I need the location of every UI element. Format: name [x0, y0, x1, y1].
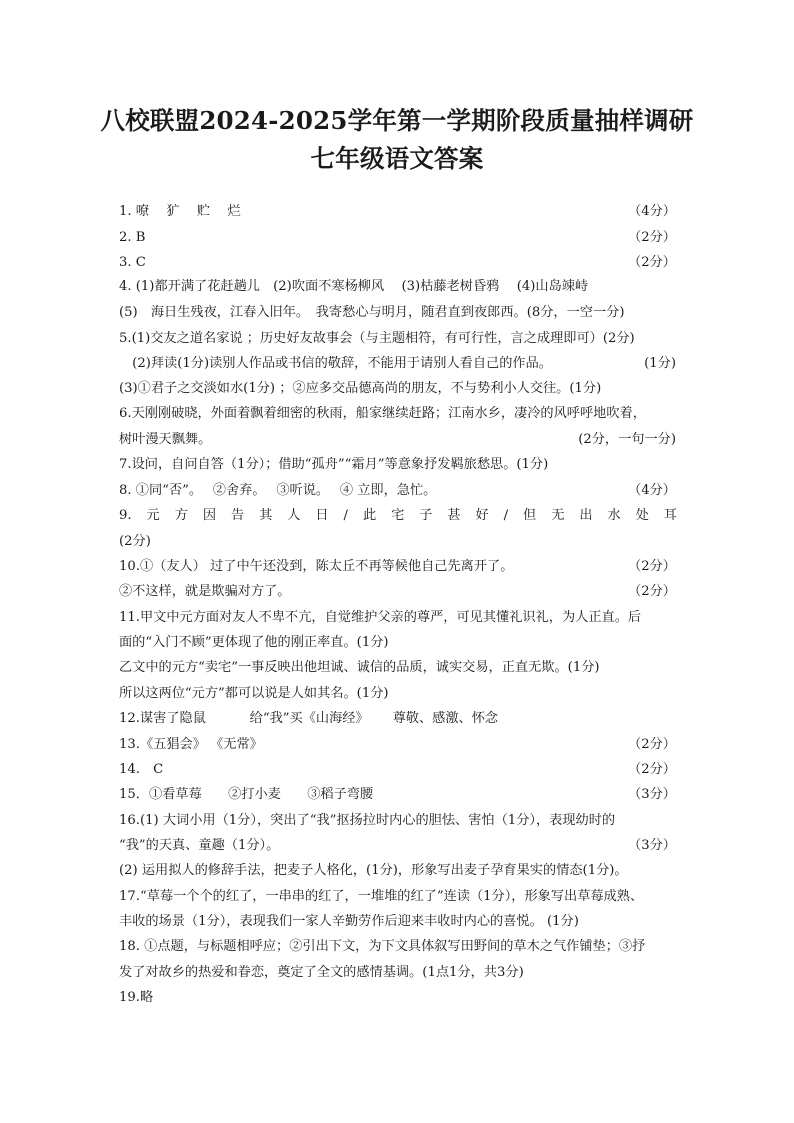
- answer-1: 1. 嘹 犷 贮 烂: [119, 204, 241, 219]
- answer-17-cont: 丰收的场景（1分），表现我们一家人辛勤劳作后迎来丰收时内心的喜悦。 (1分): [119, 914, 579, 929]
- char: 出: [579, 508, 593, 523]
- answer-3: 3. C: [119, 255, 146, 270]
- char: 宅: [391, 508, 405, 523]
- char: 告: [230, 508, 245, 523]
- score-10-1: （2分）: [628, 559, 676, 574]
- score-9: (2分): [119, 534, 151, 549]
- page-subtitle: 七年级语文答案: [310, 144, 484, 173]
- answer-4-cont: (5) 海日生残夜，江春入旧年。 我寄愁心与明月，随君直到夜郎西。(8分，一空一分): [119, 305, 625, 320]
- answer-11-2: 乙文中的元方“卖宅”一事反映出他坦诚、诚信的品质，诚实交易，正直无欺。(1分): [119, 660, 600, 675]
- score-13: （2分）: [628, 737, 676, 752]
- answer-4: 4. (1)都开满了花赶趟儿 (2)吹面不寒杨柳风 (3)枯藤老树昏鸦 (4)山岛竦峙: [119, 279, 589, 294]
- score-2: （2分）: [628, 230, 676, 245]
- answer-15: 15．①看草莓 ②打小麦 ③稻子弯腰: [119, 787, 374, 802]
- answer-10-2: ②不这样，就是欺骗对方了。: [119, 584, 291, 599]
- answer-6-cont: 树叶漫天飘舞。: [119, 432, 212, 447]
- answer-14: 14. C: [119, 762, 164, 777]
- score-5-2: (1分): [644, 356, 676, 371]
- char: 日: [315, 508, 329, 523]
- score-1: （4分）: [628, 204, 676, 219]
- score-6: (2分，一句一分): [578, 432, 676, 447]
- char: 好: [475, 508, 489, 523]
- char: 9.: [119, 508, 132, 523]
- char: 处: [635, 508, 649, 523]
- char: 子: [419, 508, 433, 523]
- score-15: （3分）: [628, 787, 676, 802]
- answer-16-2: (2) 运用拟人的修辞手法，把麦子人格化，(1分)，形象写出麦子孕育果实的情态(1分)。: [119, 863, 628, 878]
- answer-5: 5.(1)交友之道名家说 ；历史好友故事会（与主题相符，有可行性，言之成理即可）(2分): [119, 331, 635, 346]
- char: 无: [551, 508, 565, 523]
- answer-16: 16.(1) 大词小用（1分），突出了“我”抠扬拉时内心的胆怯、害怕（1分），表现幼时的: [119, 813, 616, 828]
- char: 甚: [447, 508, 461, 523]
- score-3: （2分）: [628, 255, 676, 270]
- score-10-2: （2分）: [628, 584, 676, 599]
- answer-5-2: (2)拜读(1分)读别人作品或书信的敬辞，不能用于请别人看自己的作品。: [119, 356, 552, 371]
- score-8: （4分）: [628, 483, 676, 498]
- char: /: [343, 508, 348, 523]
- answer-11-cont: 面的“入门不顾”更体现了他的刚正率直。(1分): [119, 635, 389, 650]
- answer-18: 18. ①点题，与标题相呼应；②引出下文，为下文具体叙写田野间的草木之气作铺垫；③抒: [119, 939, 646, 954]
- score-14: （2分）: [628, 762, 676, 777]
- answer-5-3: (3)①君子之交淡如水(1分) ；②应多交品德高尚的朋友，不与势利小人交往。(1分): [119, 381, 602, 396]
- char: 因: [202, 508, 217, 523]
- char: 方: [174, 508, 188, 523]
- answer-2: 2. B: [119, 230, 146, 245]
- answer-16-cont: “我”的天真、童趣（1分）。: [119, 838, 280, 853]
- page-title: 八校联盟2024-2025学年第一学期阶段质量抽样调研: [100, 106, 694, 135]
- answer-9: [119, 507, 677, 525]
- char: 其: [259, 508, 273, 523]
- char: 但: [523, 508, 537, 523]
- answer-19: 19.略: [119, 990, 154, 1005]
- answer-10: 10.①（友人） 过了中午还没到，陈太丘不再等候他自己先离开了。: [119, 559, 514, 574]
- char: 水: [607, 508, 621, 523]
- answer-7: 7.设问，自问自答（1分）；借助“孤舟”“霜月”等意象抒发羁旅愁思。(1分): [119, 457, 549, 472]
- answer-11-3: 所以这两位“元方”都可以说是人如其名。(1分): [119, 686, 389, 701]
- char: 人: [287, 508, 301, 523]
- answer-12: 12.谋害了隐鼠 给“我”买《山海经》 尊敬、感激、怀念: [119, 711, 499, 726]
- score-16: （3分）: [628, 838, 676, 853]
- answer-11: 11.甲文中元方面对友人不卑不亢，自觉维护父亲的尊严，可见其懂礼识礼，为人正直。后: [119, 610, 642, 625]
- char: 耳: [663, 508, 677, 523]
- answer-17: 17.“草莓一个个的红了，一串串的红了，一堆堆的红了”连读（1分），形象写出草莓成熟、: [119, 889, 644, 904]
- answer-13: 13.《五猖会》 《无常》: [119, 737, 263, 752]
- answer-6: 6.天刚刚破晓，外面着飘着细密的秋雨，船家继续赶路；江南水乡，凄冷的风呼呼地吹着，: [119, 406, 646, 421]
- char: 此: [362, 508, 377, 523]
- answer-18-cont: 发了对故乡的热爱和眷恋，奠定了全文的感情基调。(1点1分，共3分): [119, 965, 524, 980]
- char: 元: [146, 508, 160, 523]
- char: /: [503, 508, 509, 523]
- answer-8: 8. ①同“否”。 ②舍弃。 ③听说。 ④ 立即，急忙。: [119, 483, 437, 498]
